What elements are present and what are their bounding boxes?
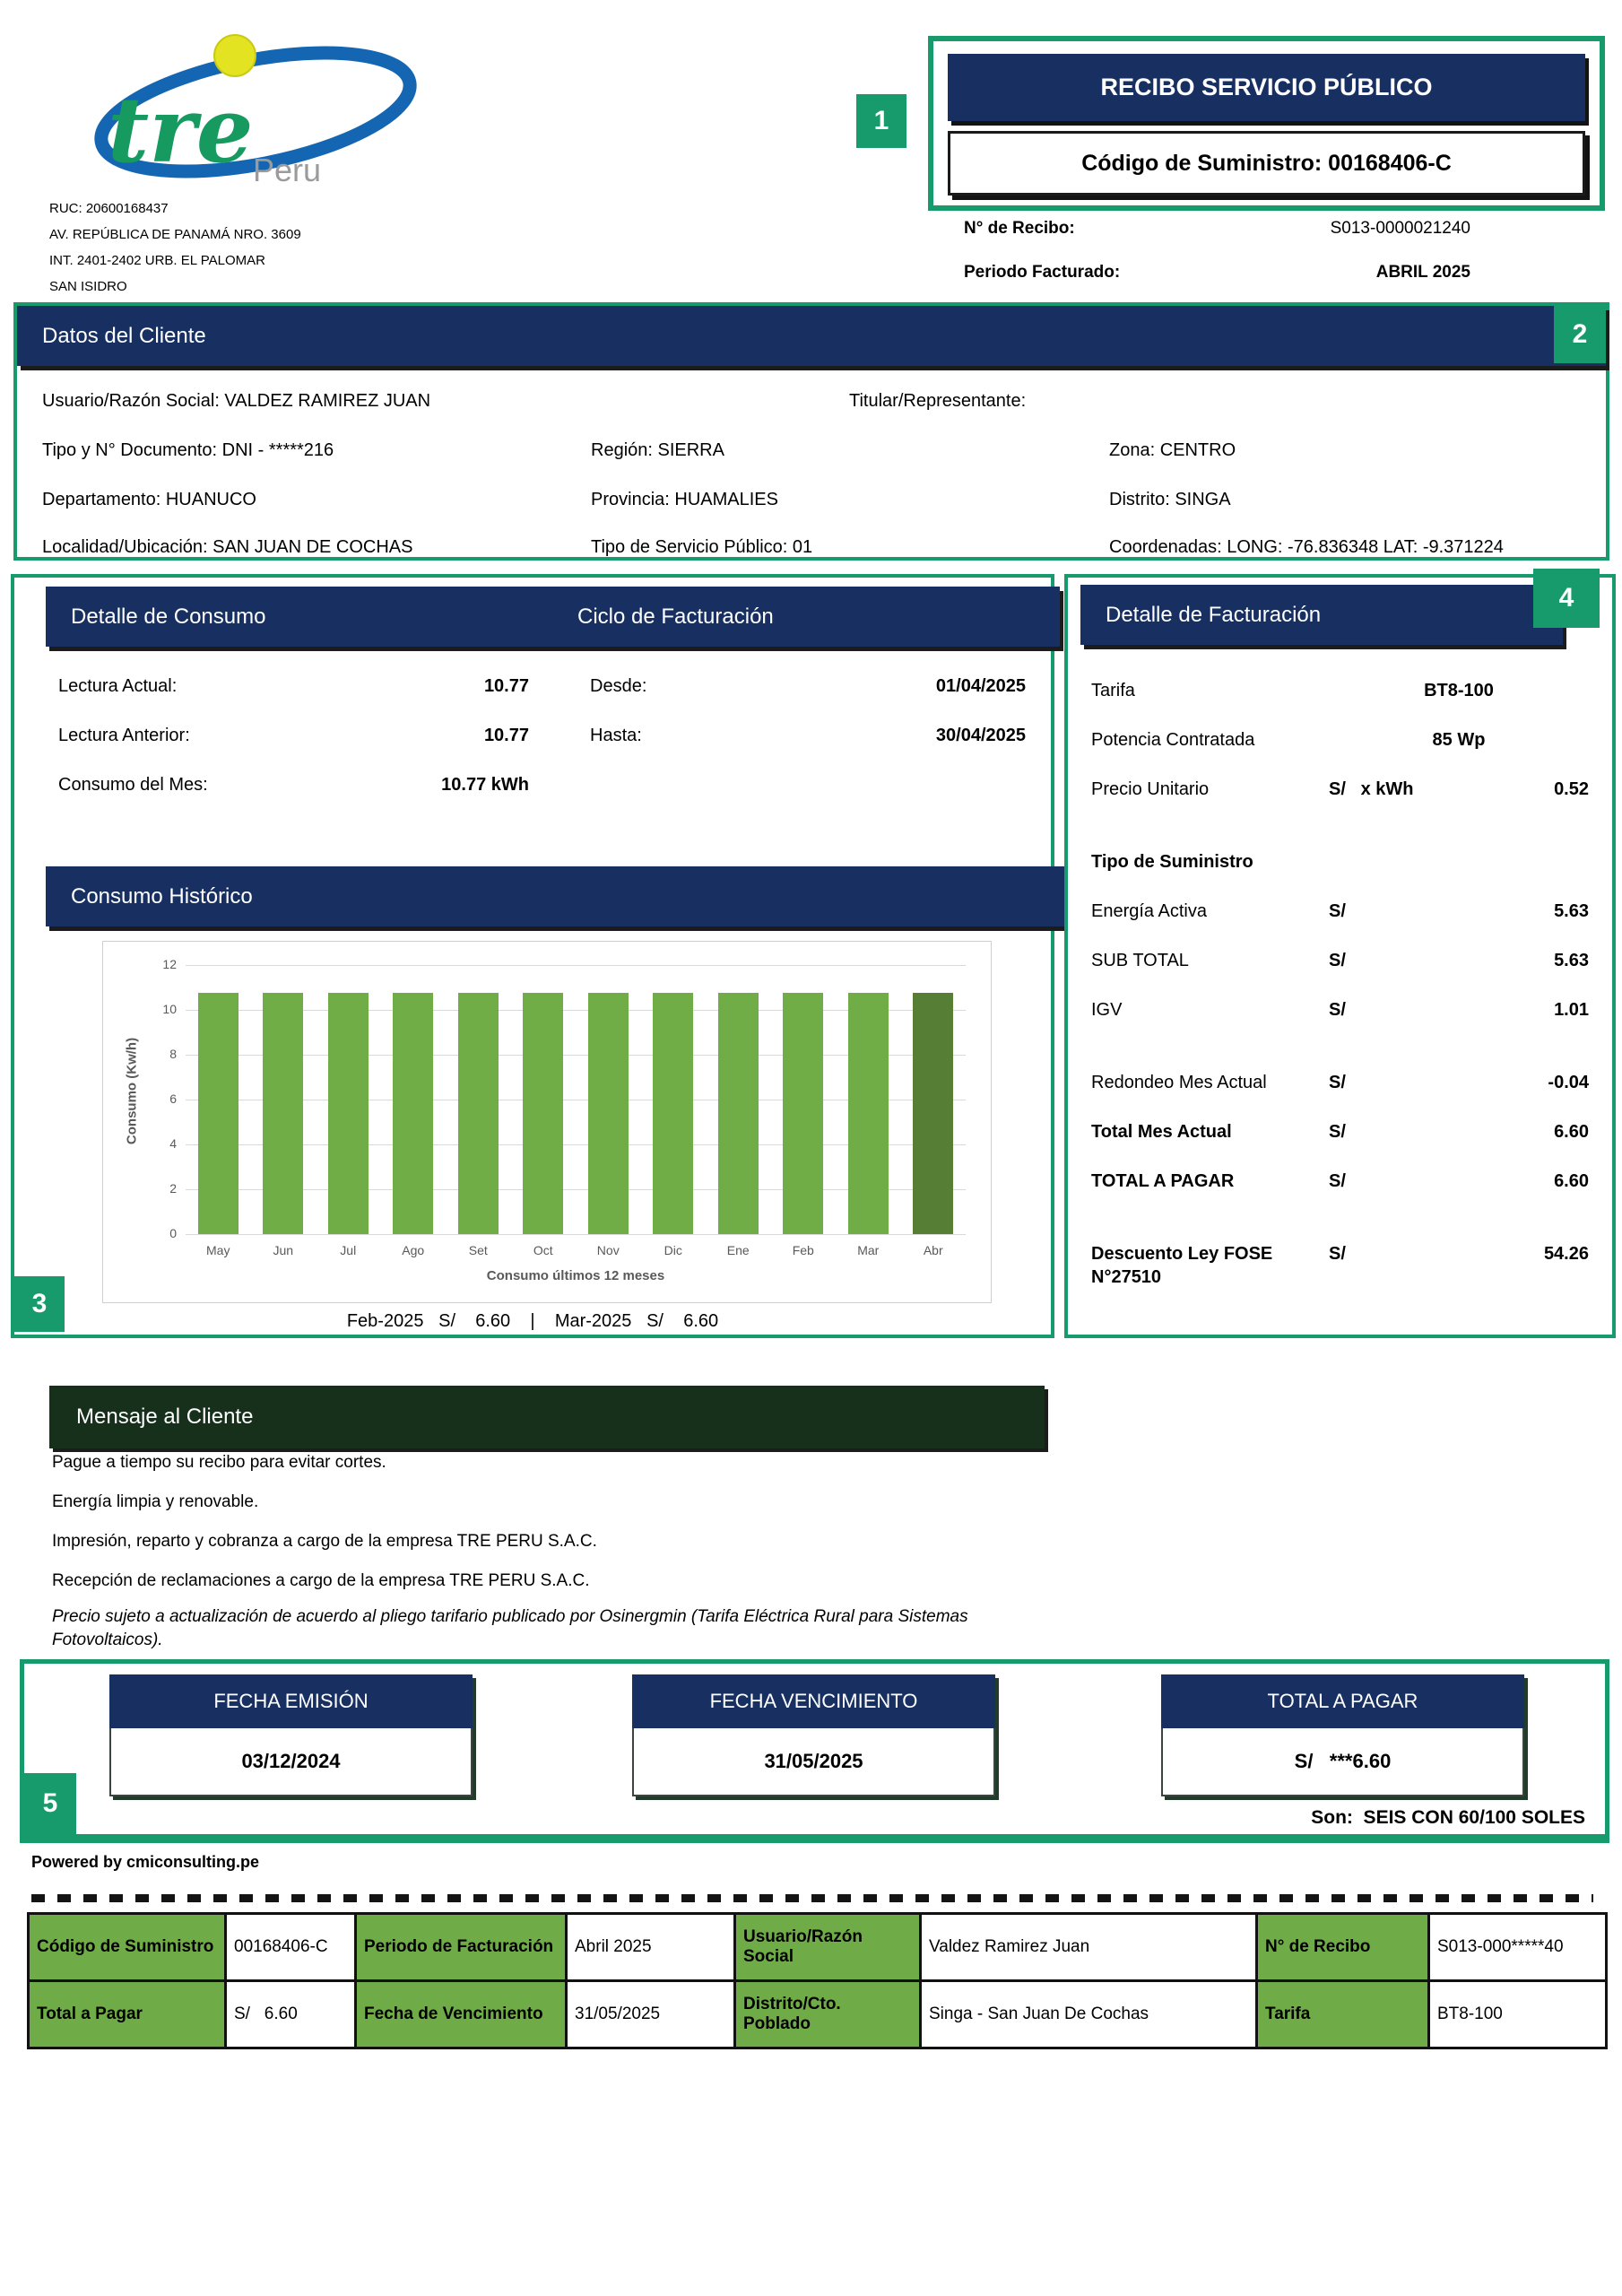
amount-in-words: Son: SEIS CON 60/100 SOLES: [1311, 1807, 1585, 1828]
stub-value-cell: Abril 2025: [568, 1915, 736, 1982]
payment-stub-table: [27, 1912, 1608, 2049]
billing-row: [1091, 1071, 1589, 1094]
consumption-history-chart: [102, 941, 992, 1303]
chart-x-tick: Dic: [664, 1243, 682, 1257]
chart-y-axis-label: Consumo (Kw/h): [124, 1037, 140, 1145]
chart-plot-area: [162, 957, 966, 1240]
billing-detail-title: Detalle de Facturación: [1080, 585, 1563, 645]
cycle-to-label: Hasta:: [590, 726, 642, 745]
cycle-from-row: [590, 676, 1026, 697]
receipt-number-row: [964, 219, 1470, 239]
billing-period-row: [964, 263, 1470, 283]
chart-x-axis-labels: [186, 1243, 966, 1257]
billing-row-label: Tarifa: [1091, 681, 1135, 700]
message-line: Recepción de reclamaciones a cargo de la empresa TRE PERU S.A.C.: [52, 1571, 590, 1590]
stub-value-cell: S013-000*****40: [1430, 1915, 1608, 1982]
billing-row-currency: S/: [1329, 1171, 1346, 1191]
chart-y-tick: 8: [169, 1047, 177, 1061]
stub-value-cell: Valdez Ramirez Juan: [922, 1915, 1258, 1982]
chart-y-tick: 4: [169, 1136, 177, 1151]
billing-row-currency: S/: [1329, 1122, 1346, 1142]
chart-y-tick: 12: [162, 957, 177, 971]
issue-date-card: [109, 1674, 473, 1796]
stub-header-cell: Usuario/Razón Social: [736, 1915, 922, 1982]
company-address-block: [49, 196, 301, 300]
billing-row-label: Potencia Contratada: [1091, 730, 1255, 750]
stub-value-cell: S/ 6.60: [227, 1982, 357, 2049]
client-district: Distrito: SINGA: [1109, 490, 1231, 509]
receipt-number-value: S013-0000021240: [1330, 219, 1470, 238]
section-badge-2: 2: [1554, 306, 1606, 363]
chart-bar-Oct: [523, 993, 563, 1234]
consumption-section: [11, 574, 1054, 1338]
billing-row-currency: S/: [1329, 951, 1346, 970]
client-row: [17, 440, 1606, 461]
chart-x-tick: Ene: [726, 1243, 750, 1257]
billing-row-label: SUB TOTAL: [1091, 951, 1189, 970]
cut-line: [31, 1894, 1593, 1902]
chart-bar-Dic: [653, 993, 693, 1234]
billing-row-label: TOTAL A PAGAR: [1091, 1171, 1235, 1191]
stub-value-cell: Singa - San Juan De Cochas: [922, 1982, 1258, 2049]
billing-row-amount: -0.04: [1548, 1073, 1589, 1092]
company-address-line: AV. REPÚBLICA DE PANAMÁ NRO. 3609: [49, 227, 301, 242]
client-data-section: [13, 302, 1609, 561]
company-ruc: RUC: 20600168437: [49, 201, 169, 216]
billing-period-value: ABRIL 2025: [1375, 263, 1470, 282]
monthly-consumption-label: Consumo del Mes:: [58, 775, 208, 795]
section-badge-5: 5: [24, 1773, 76, 1834]
client-region: Región: SIERRA: [591, 440, 724, 460]
supply-code: Código de Suministro: 00168406-C: [948, 131, 1585, 196]
tre-peru-logo: [45, 27, 466, 197]
total-to-pay-card: [1161, 1674, 1524, 1796]
total-to-pay-value: S/ ***6.60: [1161, 1728, 1524, 1796]
chart-y-tick: 2: [169, 1181, 177, 1196]
billing-row-currency: [1329, 850, 1477, 874]
stub-header-cell: N° de Recibo: [1258, 1915, 1430, 1982]
logo-ball: [214, 35, 256, 76]
receipt-meta: [964, 219, 1470, 307]
message-line: Impresión, reparto y cobranza a cargo de la empresa TRE PERU S.A.C.: [52, 1532, 597, 1551]
reading-current-row: [58, 676, 529, 697]
billing-row-currency: S/ x kWh: [1329, 779, 1414, 799]
chart-x-tick: Abr: [923, 1243, 943, 1257]
client-section-title: Datos del Cliente: [17, 306, 1606, 366]
chart-x-tick: Oct: [533, 1243, 553, 1257]
stub-header-cell: Distrito/Cto. Poblado: [736, 1982, 922, 2049]
logo-brand-text: tre: [108, 77, 254, 183]
billing-period-label: Periodo Facturado:: [964, 263, 1121, 282]
billing-row: [1091, 850, 1589, 874]
due-date-value: 31/05/2025: [632, 1728, 995, 1796]
billing-row-label: Descuento Ley FOSE N°27510: [1091, 1244, 1273, 1287]
cycle-to-row: [590, 726, 1026, 746]
chart-bar-Jun: [263, 993, 303, 1234]
chart-x-tick: Jun: [273, 1243, 294, 1257]
billing-row-label: Precio Unitario: [1091, 779, 1210, 799]
chart-bar-May: [198, 993, 239, 1234]
chart-x-tick: Set: [468, 1243, 488, 1257]
billing-row: [1091, 1242, 1589, 1289]
message-line: Pague a tiempo su recibo para evitar cortes.: [52, 1453, 386, 1472]
chart-x-axis-title: Consumo últimos 12 meses: [486, 1268, 665, 1283]
billing-row-value: BT8-100: [1424, 681, 1494, 700]
stub-header-cell: Tarifa: [1258, 1982, 1430, 2049]
client-row: [17, 391, 1606, 412]
consumption-detail-title: Detalle de Consumo: [46, 587, 567, 647]
customer-message-title: Mensaje al Cliente: [49, 1386, 1045, 1448]
total-to-pay-title: TOTAL A PAGAR: [1161, 1674, 1524, 1728]
stub-header-cell: Periodo de Facturación: [357, 1915, 568, 1982]
section-badge-4: 4: [1533, 569, 1600, 628]
cycle-from-value: 01/04/2025: [935, 676, 1026, 696]
billing-row-label: IGV: [1091, 1000, 1123, 1020]
billing-row: [1091, 1120, 1589, 1144]
billing-row-amount: 5.63: [1554, 901, 1589, 921]
billing-row-amount: 54.26: [1543, 1244, 1589, 1264]
billing-rows: [1091, 645, 1589, 1315]
billing-detail-section: [1064, 574, 1616, 1338]
billing-row-label: Total Mes Actual: [1091, 1122, 1232, 1142]
reading-previous-row: [58, 726, 529, 746]
billing-row: [1091, 1170, 1589, 1193]
billing-row-value: 85 Wp: [1432, 730, 1486, 750]
section-badge-1: 1: [856, 94, 906, 148]
stub-header-cell: Total a Pagar: [30, 1982, 227, 2049]
chart-x-tick: Feb: [792, 1243, 814, 1257]
monthly-consumption-row: [58, 775, 529, 796]
stub-value-cell: 31/05/2025: [568, 1982, 736, 2049]
logo-sub-text: Peru: [253, 152, 322, 188]
billing-row: [1091, 900, 1589, 923]
client-row: [17, 537, 1606, 558]
chart-bar-Feb: [783, 993, 823, 1234]
chart-x-tick: Jul: [340, 1243, 357, 1257]
tariff-note: Precio sujeto a actualización de acuerdo al pliego tarifario publicado por Osinergmin (Tarifa Eléctrica Rural para Sistemas Fotovoltaicos).: [52, 1607, 968, 1649]
chart-bar-Nov: [588, 993, 629, 1234]
chart-x-tick: Mar: [857, 1243, 880, 1257]
receipt-title-box: [928, 36, 1605, 211]
billing-row-currency: S/: [1329, 1000, 1346, 1020]
client-row: [17, 490, 1606, 510]
billing-row-currency: S/: [1329, 901, 1346, 921]
chart-bar-Set: [458, 993, 499, 1234]
company-address-line: SAN ISIDRO: [49, 279, 127, 294]
stub-header-cell: Fecha de Vencimiento: [357, 1982, 568, 2049]
chart-x-tick: May: [206, 1243, 230, 1257]
chart-y-tick: 6: [169, 1091, 177, 1106]
billing-row: [1091, 998, 1589, 1022]
chart-bar-Ene: [718, 993, 759, 1234]
chart-gridline: [186, 1234, 966, 1235]
stub-header-cell: Código de Suministro: [30, 1915, 227, 1982]
client-department: Departamento: HUANUCO: [42, 490, 256, 509]
client-name: Usuario/Razón Social: VALDEZ RAMIREZ JUAN: [42, 391, 431, 411]
chart-y-tick: 0: [169, 1226, 177, 1240]
billing-row: [1091, 728, 1589, 752]
chart-bar-Ago: [393, 993, 433, 1234]
reading-current-label: Lectura Actual:: [58, 676, 178, 696]
billing-row-amount: 1.01: [1554, 1000, 1589, 1020]
receipt-number-label: N° de Recibo:: [964, 219, 1075, 238]
billing-row-amount: 6.60: [1554, 1171, 1589, 1191]
chart-x-tick: Nov: [596, 1243, 620, 1257]
billing-row: [1091, 679, 1589, 702]
billing-row-amount: 6.60: [1554, 1122, 1589, 1142]
issue-date-value: 03/12/2024: [109, 1728, 473, 1796]
billing-row-label: Tipo de Suministro: [1091, 852, 1253, 872]
chart-bar-Mar: [848, 993, 889, 1234]
due-date-title: FECHA VENCIMIENTO: [632, 1674, 995, 1728]
history-title: Consumo Histórico: [46, 866, 1071, 926]
company-address-line: INT. 2401-2402 URB. EL PALOMAR: [49, 253, 265, 268]
billing-row: [1091, 778, 1589, 801]
billing-row-amount: 5.63: [1554, 951, 1589, 970]
cycle-from-label: Desde:: [590, 676, 647, 696]
previous-months-amounts: Feb-2025 S/ 6.60 | Mar-2025 S/ 6.60: [346, 1311, 719, 1331]
chart-y-tick: 10: [162, 1002, 177, 1016]
stub-value-cell: 00168406-C: [227, 1915, 357, 1982]
stub-value-cell: BT8-100: [1430, 1982, 1608, 2049]
cycle-to-value: 30/04/2025: [935, 726, 1026, 745]
billing-row-label: Redondeo Mes Actual: [1091, 1073, 1267, 1092]
reading-previous-label: Lectura Anterior:: [58, 726, 190, 745]
client-locality: Localidad/Ubicación: SAN JUAN DE COCHAS: [42, 537, 413, 557]
billing-row: [1091, 949, 1589, 972]
chart-x-tick: Ago: [402, 1243, 425, 1257]
billing-cycle-title: Ciclo de Facturación: [552, 587, 1060, 647]
chart-bars: [186, 965, 966, 1234]
section-badge-3: 3: [14, 1276, 65, 1332]
reading-previous-value: 10.77: [483, 726, 529, 745]
chart-bar-Abr: [913, 993, 953, 1234]
billing-row-label: Energía Activa: [1091, 901, 1207, 921]
receipt-title: RECIBO SERVICIO PÚBLICO: [948, 54, 1585, 121]
monthly-consumption-value: 10.77 kWh: [441, 775, 529, 795]
client-service-type: Tipo de Servicio Público: 01: [591, 537, 813, 557]
billing-row-amount: [1477, 850, 1589, 874]
client-zone: Zona: CENTRO: [1109, 440, 1236, 460]
client-document: Tipo y N° Documento: DNI - *****216: [42, 440, 334, 460]
message-line: Energía limpia y renovable.: [52, 1492, 259, 1511]
client-coordinates: Coordenadas: LONG: -76.836348 LAT: -9.371224: [1109, 537, 1504, 557]
billing-row-currency: S/: [1329, 1244, 1346, 1264]
payment-summary-section: [20, 1659, 1609, 1843]
client-province: Provincia: HUAMALIES: [591, 490, 778, 509]
reading-current-value: 10.77: [483, 676, 529, 696]
billing-row-currency: S/: [1329, 1073, 1346, 1092]
issue-date-title: FECHA EMISIÓN: [109, 1674, 473, 1728]
powered-by: Powered by cmiconsulting.pe: [31, 1853, 260, 1871]
billing-row-amount: 0.52: [1554, 779, 1589, 799]
due-date-card: [632, 1674, 995, 1796]
chart-bar-Jul: [328, 993, 369, 1234]
client-representative: Titular/Representante:: [849, 391, 1027, 411]
